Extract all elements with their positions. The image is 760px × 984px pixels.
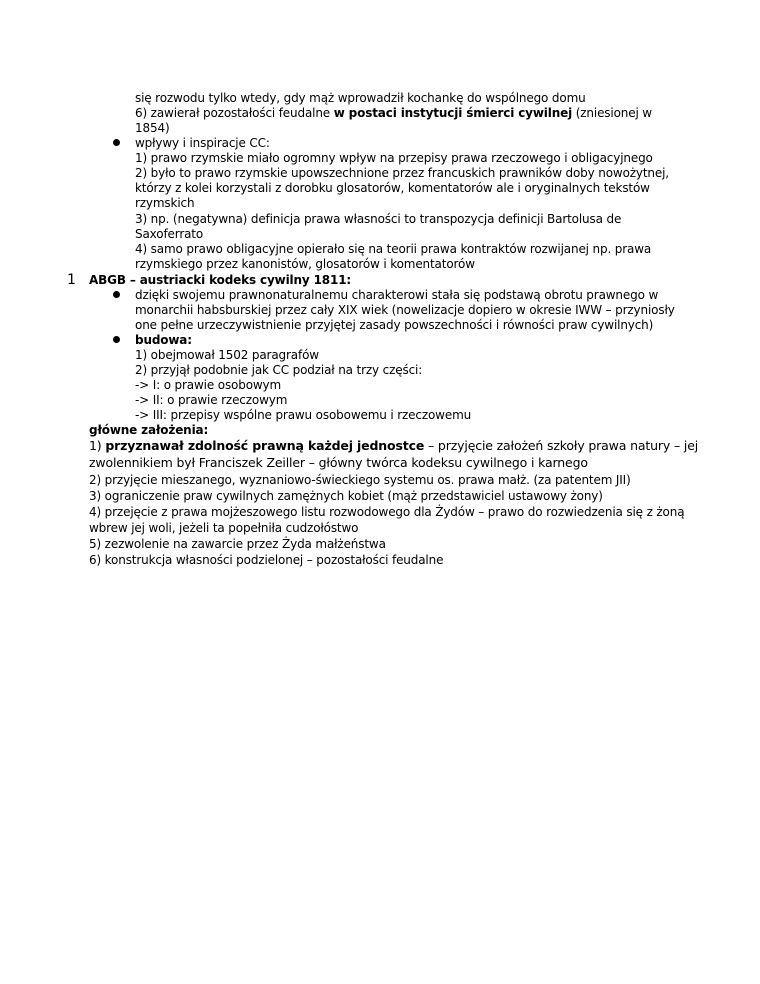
text-span: 1) [89,438,106,453]
text-line: Saxoferrato [135,227,204,241]
bullet-icon [113,336,120,343]
text-line: monarchii habsburskiej przez cały XIX wiek (nowelizacje dopiero w okresie IWW – przyniosły [135,303,675,317]
text-line [135,105,652,121]
bold-text: przyznawał zdolność prawną każdej jednostce [105,438,425,453]
text-line: 2) było to prawo rzymskie upowszechnione przez francuskich prawników doby nowożytnej, [135,166,669,180]
text-line: 6) konstrukcja własności podzielonej – pozostałości feudalne [89,553,444,567]
text-line: 2) przyjęcie mieszanego, wyznaniowo-świeckiego systemu os. prawa małż. (za patentem JII) [89,473,631,487]
subsection-heading: główne założenia: [89,423,209,437]
bold-text: w postaci instytucji śmierci cywilnej [333,106,573,120]
text-span: 6) zawierał pozostałości feudalne [135,106,334,120]
text-line: zwolennikiem był Franciszek Zeiller – główny twórca kodeksu cywilnego i karnego [89,455,588,470]
bullet-icon [113,291,120,298]
text-line: rzymskich [135,196,195,210]
text-span: – przyjęcie założeń szkoły prawa natury – jej [424,438,699,453]
text-line: 1854) [135,121,170,135]
text-line: 4) samo prawo obligacyjne opierało się na teorii prawa kontraktów rozwijanej np. prawa [135,242,652,256]
text-line [89,438,698,454]
text-line: rzymskiego przez kanonistów, glosatorów i komentatorów [135,257,475,271]
text-line: -> II: o prawie rzeczowym [135,393,288,407]
section-heading: ABGB – austriacki kodeks cywilny 1811: [89,273,352,287]
section-number: 1 [67,272,76,288]
text-line: 3) np. (negatywna) definicja prawa własności to transpozycja definicji Bartolusa de [135,212,622,226]
bullet-heading: budowa: [135,333,192,347]
bullet-icon [113,139,120,146]
text-line: one pełne urzeczywistnienie przyjętej zasady powszechności i równości praw cywilnych) [135,318,654,332]
text-span: (zniesionej w [572,106,652,120]
text-line: 2) przyjął podobnie jak CC podział na trzy części: [135,363,423,377]
text-line: 5) zezwolenie na zawarcie przez Żyda małżeństwa [89,537,386,551]
text-line: którzy z kolei korzystali z dorobku glosatorów, komentatorów ale i oryginalnych tekstów [135,181,650,195]
text-line: -> I: o prawie osobowym [135,378,282,392]
text-line: -> III: przepisy wspólne prawu osobowemu i rzeczowemu [135,408,472,422]
bullet-heading: wpływy i inspiracje CC: [135,136,270,150]
text-line: 1) obejmował 1502 paragrafów [135,348,319,362]
text-line: 1) prawo rzymskie miało ogromny wpływ na przepisy prawa rzeczowego i obligacyjnego [135,151,653,165]
text-line: 3) ograniczenie praw cywilnych zamężnych kobiet (mąż przedstawiciel ustawowy żony) [89,489,603,503]
text-line: dzięki swojemu prawnonaturalnemu charakterowi stała się podstawą obrotu prawnego w [135,288,659,302]
text-line: wbrew jej woli, jeżeli ta popełniła cudzołóstwo [89,521,359,535]
text-line: 4) przejęcie z prawa mojżeszowego listu rozwodowego dla Żydów – prawo do rozwiedzenia się z żoną [89,505,685,519]
text-line: się rozwodu tylko wtedy, gdy mąż wprowadził kochankę do wspólnego domu [135,91,586,105]
